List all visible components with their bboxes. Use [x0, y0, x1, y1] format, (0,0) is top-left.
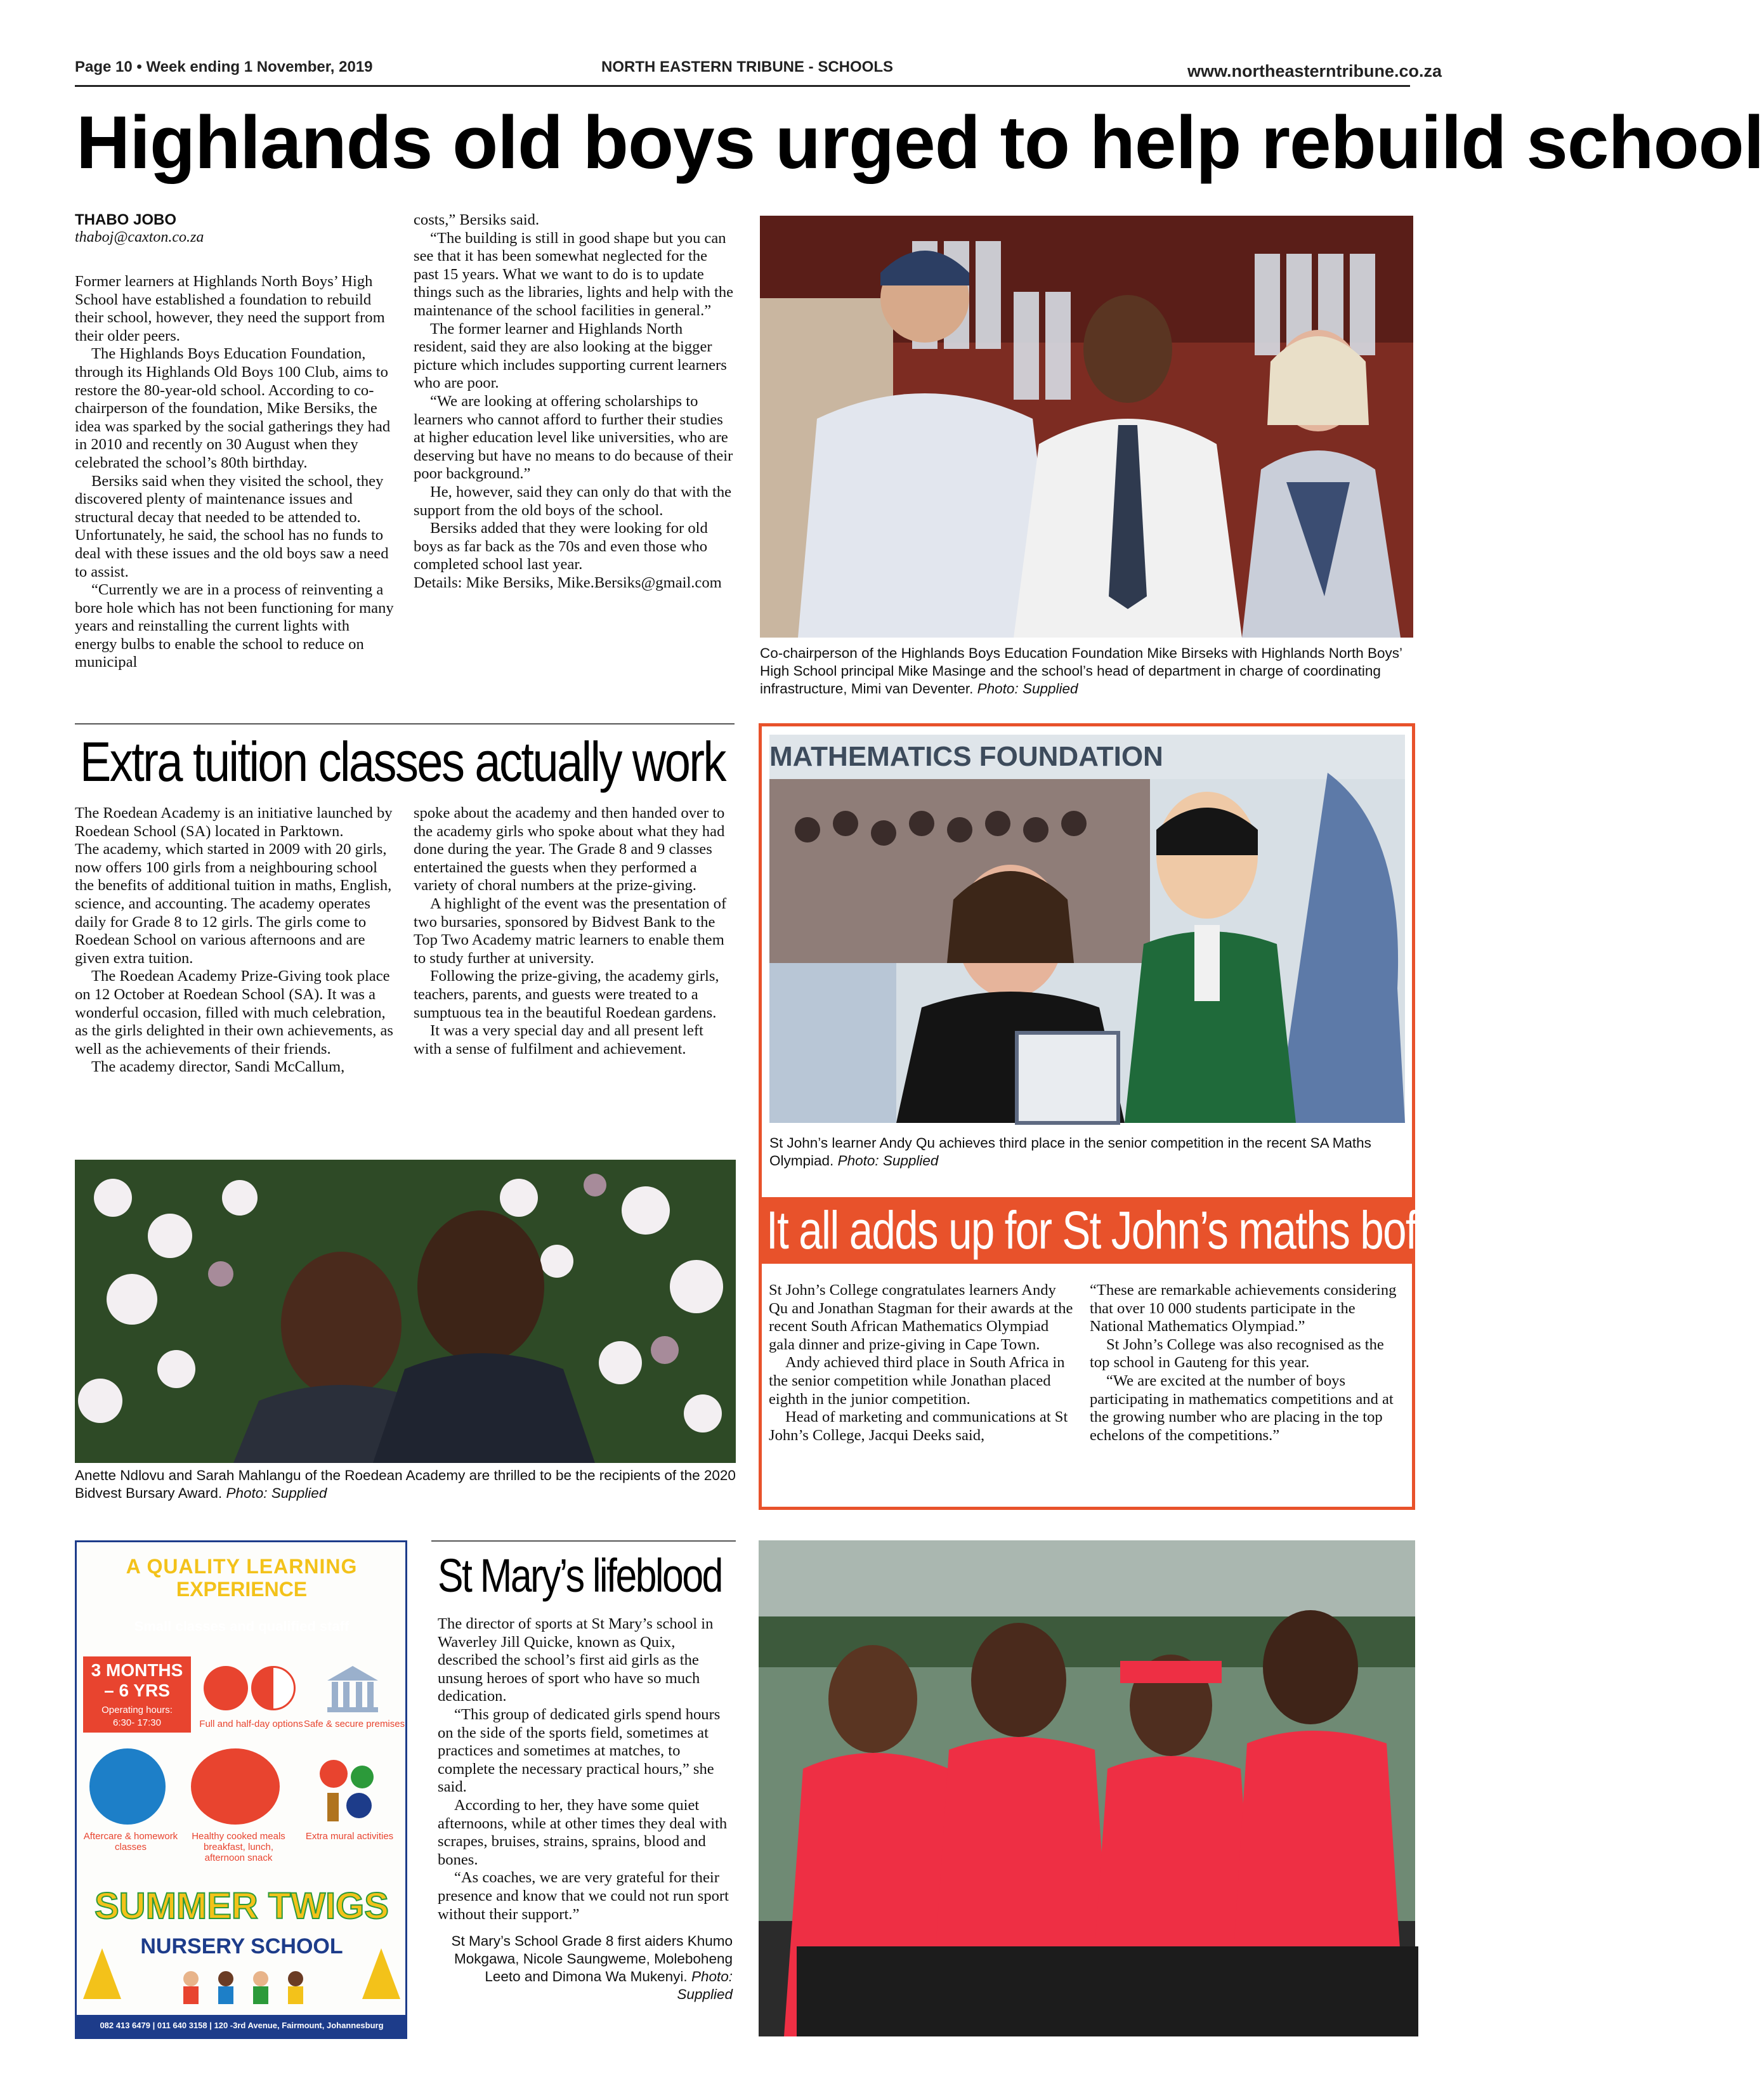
folio-right[interactable]: www.northeasterntribune.co.za [1187, 62, 1442, 81]
children-illustration-svg [172, 1967, 311, 2005]
story2-caption [75, 1467, 738, 1502]
paragraph: “This group of dedicated girls spend hours on the side of the sports field, sometimes at practices and sometimes at matches, to complete the necessary practical hours,” she said. [438, 1705, 721, 1796]
activities-icon-svg [308, 1748, 384, 1825]
caption-text: St John’s learner Andy Qu achieves third place in the senior competition in the recent SA Maths Olympiad. [769, 1135, 1371, 1169]
story4-headline: St Mary’s lifeblood [438, 1549, 722, 1602]
ad-feature-1: Full and half-day options [199, 1719, 303, 1729]
ad-contact[interactable]: 082 413 6479 | 011 640 3158 | 120 -3rd Avenue, Fairmount, Johannesburg [100, 2021, 384, 2030]
story2-headline: Extra tuition classes actually work [80, 730, 725, 793]
story3-column-1 [769, 1282, 1076, 1445]
story3-photo [769, 735, 1405, 1123]
paragraph: “We are looking at offering scholarships to learners who cannot afford to further their studies at higher education level like universities, who are deserving but have no means to do because of their poor background.” [414, 392, 733, 483]
story3-headline-banner [759, 1197, 1478, 1264]
paragraph: St John’s College congratulates learners Andy Qu and Jonathan Stagman for their awards at the recent South African Mathematics Olympiad gala dinner and prize-giving in Cape Town. [769, 1282, 1073, 1353]
paragraph: Bersiks said when they visited the school, they discovered plenty of maintenance issues and structural decay that needed to be attended to. Unfortunately, he said, the school has no funds to deal with these issues and the old boys saw a need to assist. [75, 472, 389, 580]
photo-credit: Photo: Supplied [226, 1485, 327, 1501]
story3-column-2 [1090, 1282, 1404, 1445]
paragraph: “We are excited at the number of boys participating in mathematics competitions and at the growing number who are placing in the top echelons of the competitions.” [1090, 1372, 1394, 1444]
story2-column-1 [75, 804, 395, 1077]
story1-photo [760, 216, 1413, 638]
paragraph: Following the prize-giving, the academy girls, teachers, parents, and guests were treated to a sumptuous tea in the beautiful Roedean gardens. [414, 967, 719, 1021]
header-rule [75, 85, 1410, 87]
ad-brand-1: SUMMER TWIGS [95, 1885, 389, 1927]
building-icon-svg [324, 1663, 381, 1714]
photo-credit: Photo: Supplied [677, 1969, 733, 2002]
story1-column-1 [75, 273, 395, 672]
story4-photo [759, 1540, 1415, 2036]
folio-left: Page 10 • Week ending 1 November, 2019 [75, 58, 373, 75]
ad-ages-line2: – 6 YRS [104, 1681, 170, 1700]
ad-feature-3: Aftercare & homework classes [83, 1831, 178, 1852]
paragraph: It was a very special day and all present left with a sense of fulfilment and achievement. [414, 1022, 703, 1058]
ad-ages-line1: 3 MONTHS [91, 1660, 183, 1680]
paragraph: Former learners at Highlands North Boys’ High School have established a foundation to rebuild their school, however, they need the support from their older peers. [75, 273, 385, 344]
paragraph: He, however, said they can only do that with the support from the old boys of the school. [414, 483, 732, 519]
story2-column-2 [414, 804, 734, 1058]
story1-column-2 [414, 211, 734, 592]
ad-brand-2: NURSERY SCHOOL [140, 1934, 343, 1958]
paragraph: Bersiks added that they were looking for old boys as far back as the 70s and even those who completed school last year. [414, 520, 708, 574]
paragraph: The academy director, Sandi McCallum, [91, 1058, 345, 1076]
ad-hours-label: Operating hours: [101, 1705, 173, 1715]
paragraph: “As coaches, we are very grateful for their presence and know that we could not run sport without their support.” [438, 1869, 729, 1923]
tree-icon [83, 1948, 121, 1999]
paragraph: spoke about the academy and then handed over to the academy girls who spoke about what they had done during the year. The Grade 8 and 9 classes entertained the guests when they performed a variety of choral numbers at the prize-giving. [414, 804, 725, 895]
paragraph: The former learner and Highlands North resident, said they are also looking at the bigger picture which includes supporting current learners who are poor. [414, 320, 727, 392]
paragraph: “Currently we are in a process of reinventing a bore hole which has not been functioning for many years and reinstalling the current lights with energy bulbs to enable the school to reduce on municipal [75, 581, 394, 671]
story2-photo [75, 1160, 736, 1463]
story1-byline [75, 211, 392, 246]
story3-headline: It all adds up for St John’s maths boffins [766, 1200, 1478, 1260]
caption-text: St Mary’s School Grade 8 first aiders Khumo Mokgawa, Nicole Saungweme, Moleboheng Leeto and Dimona Wa Mukenyi. [451, 1933, 733, 1984]
paragraph: The director of sports at St Mary’s school in Waverley Jill Quicke, known as Quix, described the school’s first aid girls as the unsung heroes of sport who have so much dedication. [438, 1615, 714, 1705]
paragraph: The Highlands Boys Education Foundation, through its Highlands Old Boys 100 Club, aims to restore the 80-year-old school. According to co-chairperson of the foundation, Mike Bersiks, the idea was sparked by the social gatherings they had in 2010 and recently on 30 August when they celebrated the school’s 80th birthday. [75, 345, 391, 471]
ad-title-line1: A QUALITY LEARNING [126, 1555, 358, 1578]
story3-photo-art [769, 735, 1405, 1123]
paragraph: The Roedean Academy is an initiative launched by Roedean School (SA) located in Parktown. [75, 804, 393, 840]
paragraph: Andy achieved third place in South Africa in the senior competition while Jonathan placed eighth in the junior competition. [769, 1354, 1065, 1408]
tree-icon [362, 1948, 400, 1999]
meal-icon [191, 1748, 280, 1825]
story1-caption [760, 645, 1413, 698]
caption-text: Anette Ndlovu and Sarah Mahlangu of the Roedean Academy are thrilled to be the recipients of the 2020 Bidvest Bursary Award. [75, 1467, 736, 1501]
photo-banner-text: MATHEMATICS FOUNDATION [769, 741, 1163, 772]
story4-caption [444, 1932, 733, 2003]
half-day-icon [251, 1666, 296, 1710]
paragraph: The Roedean Academy Prize-Giving took place on 12 October at Roedean School (SA). It was a wonderful occasion, filled with much celebration, as the girls delighted in their own achievements, as well as the achievements of their friends. [75, 967, 393, 1058]
homework-icon [89, 1748, 166, 1825]
summer-twigs-ad[interactable] [75, 1540, 407, 2039]
story2-top-rule [75, 723, 735, 724]
paragraph: A highlight of the event was the presentation of two bursaries, sponsored by Bidvest Bank to the Top Two Academy matric learners to enable them to study further at university. [414, 895, 727, 967]
paragraph: costs,” Bersiks said. [414, 211, 540, 228]
photo-credit: Photo: Supplied [837, 1153, 939, 1169]
story4-photo-art [759, 1540, 1415, 2036]
story2-photo-art [75, 1160, 736, 1463]
photo-credit: Photo: Supplied [977, 681, 1078, 697]
ad-feature-4: Healthy cooked meals breakfast, lunch, afternoon snack [192, 1831, 285, 1863]
byline-email[interactable]: thaboj@caxton.co.za [75, 229, 204, 246]
folio-center: NORTH EASTERN TRIBUNE - SCHOOLS [601, 58, 894, 75]
story4-body [438, 1615, 736, 1924]
byline-name: THABO JOBO [75, 211, 177, 228]
ad-feature-5: Extra mural activities [305, 1831, 394, 1842]
building-icon [324, 1663, 381, 1714]
story1-photo-art [760, 216, 1413, 638]
paragraph: According to her, they have some quiet afternoons, while at other times they deal with scrapes, bruises, strains, sprains, blood and bones. [438, 1796, 728, 1868]
ad-hours-value: 6:30- 17:30 [113, 1717, 161, 1728]
ad-subtitle: Small classes and qualified staff [134, 1618, 350, 1634]
ad-title-line2: EXPERIENCE [176, 1578, 308, 1601]
paragraph: “The building is still in good shape but you can see that it has been somewhat neglected for the past 15 years. What we want to do is to update things such as the libraries, lights and help with the maintenance of the school facilities in general.” [414, 229, 734, 319]
paragraph: The academy, which started in 2009 with 20 girls, now offers 100 girls from a neighbouring school the benefits of additional tuition in maths, English, science, and accounting. The academy operates daily for Grade 8 to 12 girls. The girls come to Roedean School on various afternoons and are given extra tuition. [75, 841, 392, 967]
children-illustration [172, 1967, 311, 2005]
paragraph: St John’s College was also recognised as the top school in Gauteng for this year. [1090, 1335, 1384, 1372]
caption-text: Co-chairperson of the Highlands Boys Education Foundation Mike Birseks with Highlands North Boys’ High School principal Mike Masinge and the school’s head of department in charge of coordinating infrastructure, Mimi van Deventer. [760, 645, 1402, 697]
story4-top-rule [431, 1540, 736, 1542]
ad-feature-2: Safe & secure premises [303, 1719, 405, 1729]
story1-headline: Highlands old boys urged to help rebuild school [76, 101, 1764, 185]
paragraph: Head of marketing and communications at St John’s College, Jacqui Deeks said, [769, 1408, 1068, 1444]
half-day-icon [204, 1666, 248, 1710]
paragraph-details: Details: Mike Bersiks, Mike.Bersiks@gmail.com [414, 574, 722, 591]
activities-icon [308, 1748, 384, 1825]
paragraph: “These are remarkable achievements considering that over 10 000 students participate in the National Mathematics Olympiad.” [1090, 1282, 1397, 1335]
story3-caption [769, 1134, 1404, 1170]
